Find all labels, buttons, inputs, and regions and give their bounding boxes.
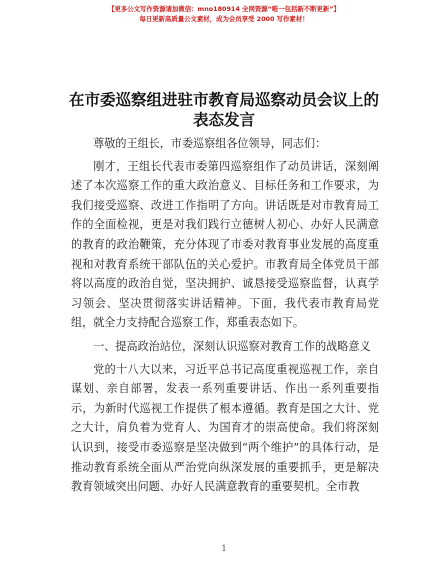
paragraph-section-one: 党的十八大以来，习近平总书记高度重视巡视工作，亲自谋划、亲自部署，发表一系列重要讲话、作出一系列重要指示，为新时代巡视工作提供了根本遵循。教育是国之大计、党之大计，肩负着为党育人、为国育才的崇高使命。我们将深刻认识到，接受市委巡察是坚决做到“两个维护”的具体行动，是推动教育系统全面从严治党向纵深发展的重要抓手，更是解决教育领域突出问题、办好人民满意教育的重要契机。全市教	[71, 362, 379, 494]
document-title-line-1: 在市委巡察组进驻市教育局巡察动员会议上的	[68, 91, 379, 109]
promo-banner-line-2: 每日更新高质量公文素材，成为会员享受 2000 写作素材！	[139, 15, 309, 23]
document-body	[71, 134, 379, 497]
paragraph-opening: 刚才，王组长代表市委第四巡察组作了动员讲话，深刻阐述了本次巡察工作的重大政治意义、目标任务和工作要求，为我们接受巡察、改进工作指明了方向。讲话既是对市教育局工作的全面检视，更是对我们践行立德树人初心、办好人民满意的教育的政治鞭策，充分体现了市委对教育事业发展的高度重视和对教育系统干部队伍的关心爱护。市教育局全体党员干部将以高度的政治自觉，坚决拥护、诚恳接受巡察监督，认真学习领会、坚决贯彻落实讲话精神。下面，我代表市教育局党组，就全力支持配合巡察工作，郑重表态如下。	[71, 159, 379, 330]
document-title-line-2: 表态发言	[192, 111, 255, 129]
salutation: 尊敬的王组长，市委巡察组各位领导，同志们：	[93, 137, 327, 150]
promo-banner-line-1: 【更多公文写作资源请加微信：mno180914 全网资源“唯一包括新不断更新”】	[108, 5, 340, 13]
section-heading: 一、提高政治站位，深刻认识巡察对教育工作的战略意义	[93, 339, 371, 353]
document-title	[40, 90, 408, 130]
page-number: 1	[221, 544, 227, 553]
